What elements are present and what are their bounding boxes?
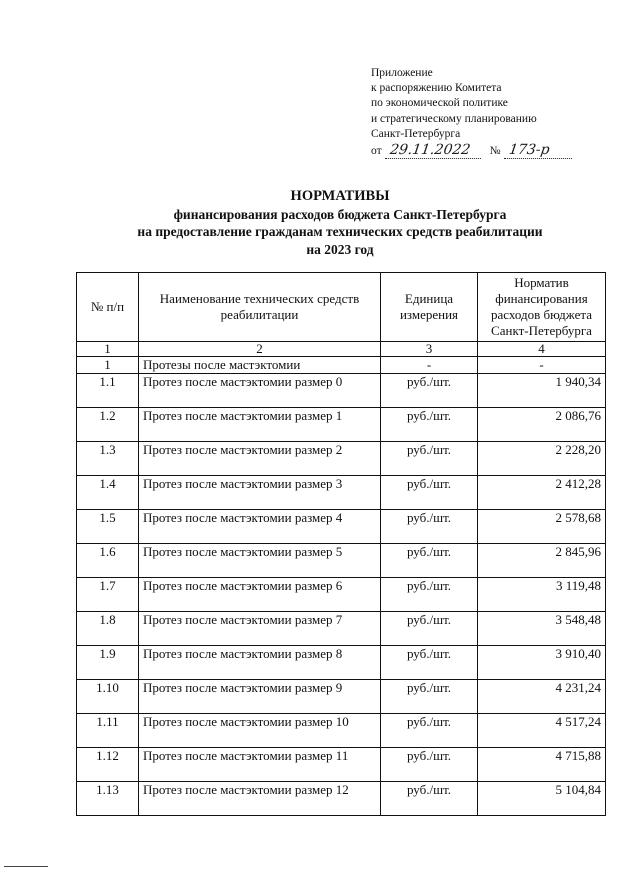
row-num: 1.3 [77,442,139,476]
appendix-line: Приложение [371,67,433,79]
table-row [77,646,606,680]
row-unit: руб./шт. [381,714,478,748]
appendix-line: и стратегическому планированию [371,112,537,125]
column-numbers-row [77,342,606,357]
table-row [77,782,606,816]
row-value: 4 517,24 [478,714,606,748]
row-num: 1.9 [77,646,139,680]
row-name: Протез после мастэктомии размер 9 [139,680,381,714]
header-name: Наименование технических средств реабилитации [139,273,381,342]
group-unit: - [381,357,478,374]
table-header-row [77,273,606,342]
row-name: Протез после мастэктомии размер 7 [139,612,381,646]
column-number: 4 [478,342,606,357]
row-num: 1.4 [77,476,139,510]
title-line: на 2023 год [306,241,374,257]
order-date-number [371,142,611,159]
row-value: 3 910,40 [478,646,606,680]
row-unit: руб./шт. [381,646,478,680]
header-norm: Норматив финансирования расходов бюджета Санкт-Петербурга [478,273,606,342]
group-name: Протезы после мастэктомии [139,357,381,374]
header-num: № п/п [77,273,139,342]
row-unit: руб./шт. [381,612,478,646]
scan-edge-mark [4,866,48,867]
norms-table [76,272,606,816]
row-name: Протез после мастэктомии размер 11 [139,748,381,782]
row-value: 3 119,48 [478,578,606,612]
row-value: 1 940,34 [478,374,606,408]
row-unit: руб./шт. [381,476,478,510]
row-unit: руб./шт. [381,510,478,544]
group-row [77,357,606,374]
row-unit: руб./шт. [381,782,478,816]
row-num: 1.6 [77,544,139,578]
column-number: 1 [77,342,139,357]
row-name: Протез после мастэктомии размер 1 [139,408,381,442]
row-unit: руб./шт. [381,680,478,714]
table-row [77,578,606,612]
row-value: 2 228,20 [478,442,606,476]
document-title [60,188,620,258]
row-value: 4 231,24 [478,680,606,714]
table-row [77,748,606,782]
appendix-line: к распоряжению Комитета [371,82,502,95]
row-value: 3 548,48 [478,612,606,646]
row-name: Протез после мастэктомии размер 4 [139,510,381,544]
header-unit: Единица измерения [381,273,478,342]
row-num: 1.1 [77,374,139,408]
row-name: Протез после мастэктомии размер 5 [139,544,381,578]
table-row [77,408,606,442]
row-value: 5 104,84 [478,782,606,816]
row-value: 2 845,96 [478,544,606,578]
handwritten-date: 29.11.2022 [384,142,482,159]
table-row [77,714,606,748]
row-unit: руб./шт. [381,374,478,408]
row-value: 2 412,28 [478,476,606,510]
row-unit: руб./шт. [381,578,478,612]
table-row [77,510,606,544]
row-num: 1.11 [77,714,139,748]
group-value: - [478,357,606,374]
table-row [77,374,606,408]
handwritten-number: 173-р [503,142,573,159]
row-num: 1.2 [77,408,139,442]
row-unit: руб./шт. [381,442,478,476]
row-name: Протез после мастэктомии размер 10 [139,714,381,748]
title-line: на предоставление гражданам технических средств реабилитации [137,224,543,239]
row-name: Протез после мастэктомии размер 6 [139,578,381,612]
row-value: 4 715,88 [478,748,606,782]
row-value: 2 086,76 [478,408,606,442]
row-value: 2 578,68 [478,510,606,544]
row-num: 1.5 [77,510,139,544]
column-number: 2 [139,342,381,357]
row-unit: руб./шт. [381,748,478,782]
row-name: Протез после мастэктомии размер 3 [139,476,381,510]
date-prefix: от [371,144,382,157]
row-name: Протез после мастэктомии размер 8 [139,646,381,680]
row-num: 1.12 [77,748,139,782]
row-num: 1.7 [77,578,139,612]
table-row [77,612,606,646]
row-unit: руб./шт. [381,544,478,578]
table-row [77,476,606,510]
row-name: Протез после мастэктомии размер 2 [139,442,381,476]
number-prefix: № [489,144,501,157]
appendix-block [371,66,611,159]
row-name: Протез после мастэктомии размер 0 [139,374,381,408]
row-num: 1.10 [77,680,139,714]
group-num: 1 [77,357,139,374]
row-num: 1.13 [77,782,139,816]
appendix-line: по экономической политике [371,97,508,110]
title-main: НОРМАТИВЫ [290,188,390,204]
table-row [77,544,606,578]
row-name: Протез после мастэктомии размер 12 [139,782,381,816]
column-number: 3 [381,342,478,357]
table-row [77,680,606,714]
title-line: финансирования расходов бюджета Санкт-Петербурга [173,206,507,222]
appendix-line: Санкт-Петербурга [371,127,461,140]
table-row [77,442,606,476]
row-num: 1.8 [77,612,139,646]
row-unit: руб./шт. [381,408,478,442]
